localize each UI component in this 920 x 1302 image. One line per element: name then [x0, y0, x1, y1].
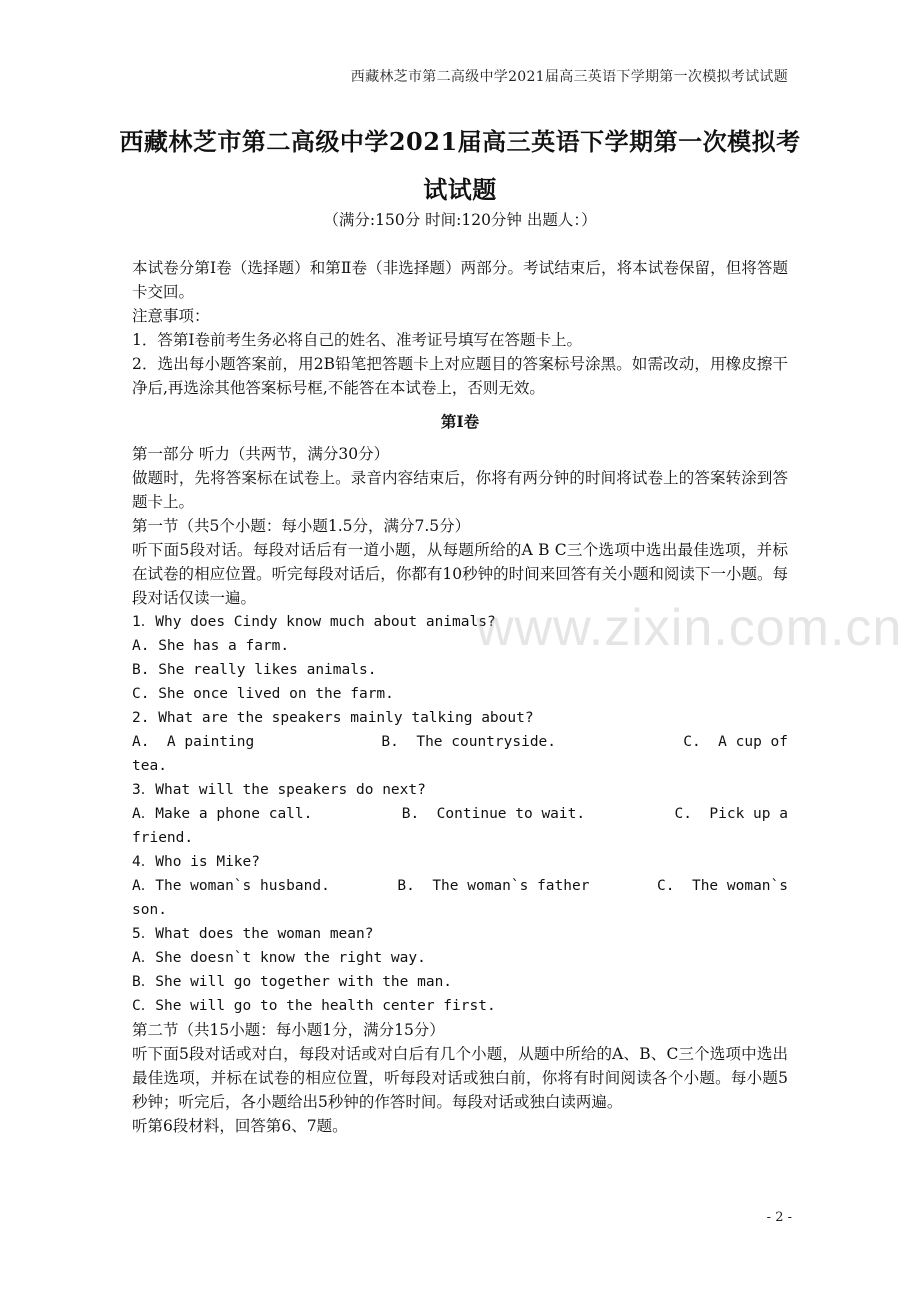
exam-subtitle: （满分:150分 时间:120分钟 出题人：）	[323, 211, 597, 229]
question-3-options	[132, 802, 788, 826]
question-3: 3．What will the speakers do next?	[132, 782, 426, 798]
sec1-instructions: 听下面5段对话。每段对话后有一道小题，从每题所给的A B C三个选项中选出最佳选项，并标在试卷的相应位置。听完每段对话后，你都有10秒钟的时间来回答有关小题和阅读下一小题。每段对话仅读一遍。	[132, 541, 788, 607]
exam-body	[132, 256, 788, 1138]
question-1: 1．Why does Cindy know much about animals?	[132, 614, 496, 630]
watermark: www.zixin.com.cn	[476, 599, 903, 657]
question-4-option-c-continued: son.	[132, 902, 167, 918]
notice-title: 注意事项：	[132, 307, 210, 325]
question-2-option-b: B. The countryside.	[381, 734, 557, 750]
question-4-options	[132, 874, 788, 898]
question-2: 2. What are the speakers mainly talking about?	[132, 710, 534, 726]
question-4-option-b: B. The woman`s father	[397, 878, 590, 894]
section-heading: 第Ⅰ卷	[440, 412, 480, 431]
notice-item-1: 1．答第Ⅰ卷前考生务必将自己的姓名、准考证号填写在答题卡上。	[132, 331, 582, 349]
sec1-heading: 第一节（共5个小题：每小题1.5分，满分7.5分）	[132, 517, 471, 535]
question-1-option-a: A. She has a farm.	[132, 638, 290, 654]
question-5-option-c: C．She will go to the health center first.	[132, 998, 496, 1014]
questions-block	[132, 610, 788, 1018]
question-5-option-a: A．She doesn`t know the right way.	[132, 950, 426, 966]
exam-title-line1: 西藏林芝市第二高级中学2021届高三英语下学期第一次模拟考	[119, 127, 801, 156]
question-1-option-b: B. She really likes animals.	[132, 662, 377, 678]
question-3-option-a: A．Make a phone call.	[132, 806, 313, 822]
question-1-option-c: C. She once lived on the farm.	[132, 686, 394, 702]
question-3-option-b: B. Continue to wait.	[401, 806, 586, 822]
question-3-option-c-continued: friend.	[132, 830, 194, 846]
material-6-instruction: 听第6段材料，回答第6、7题。	[132, 1117, 348, 1135]
notice-item-2: 2．选出每小题答案前，用2B铅笔把答题卡上对应题目的答案标号涂黑。如需改动，用橡皮擦干净后,再选涂其他答案标号框,不能答在本试卷上，否则无效。	[132, 355, 788, 397]
question-2-option-c-continued: tea.	[132, 758, 167, 774]
question-2-option-a: A. A painting	[132, 734, 255, 750]
question-4-option-a: A．The woman`s husband.	[132, 878, 330, 894]
part1-instructions: 做题时，先将答案标在试卷上。录音内容结束后，你将有两分钟的时间将试卷上的答案转涂到答题卡上。	[132, 469, 788, 511]
exam-title-line2: 试试题	[423, 175, 497, 204]
intro-paragraph: 本试卷分第Ⅰ卷（选择题）和第Ⅱ卷（非选择题）两部分。考试结束后，将本试卷保留，但将答题卡交回。	[132, 259, 788, 301]
running-header: 西藏林芝市第二高级中学2021届高三英语下学期第一次模拟考试试题	[350, 69, 788, 85]
question-4: 4．Who is Mike?	[132, 854, 260, 870]
question-5-option-b: B．She will go together with the man.	[132, 974, 453, 990]
question-4-option-c: C. The woman`s	[657, 878, 788, 894]
sec2-heading: 第二节（共15小题：每小题1分，满分15分）	[132, 1021, 445, 1039]
question-2-option-c: C. A cup of	[683, 734, 788, 750]
part1-heading: 第一部分 听力（共两节，满分30分）	[132, 445, 390, 463]
sec2-instructions: 听下面5段对话或对白，每段对话或对白后有几个小题，从题中所给的A、B、C三个选项中选出最佳选项，并标在试卷的相应位置，听每段对话或独白前，你将有时间阅读各个小题。每小题5秒钟；听完后，各小题给出5秒钟的作答时间。每段对话或独白读两遍。	[132, 1045, 788, 1111]
question-3-option-c: C. Pick up a	[674, 806, 788, 822]
question-2-options	[132, 730, 788, 754]
question-5: 5．What does the woman mean?	[132, 926, 374, 942]
page-number: - 2 -	[766, 1210, 792, 1225]
